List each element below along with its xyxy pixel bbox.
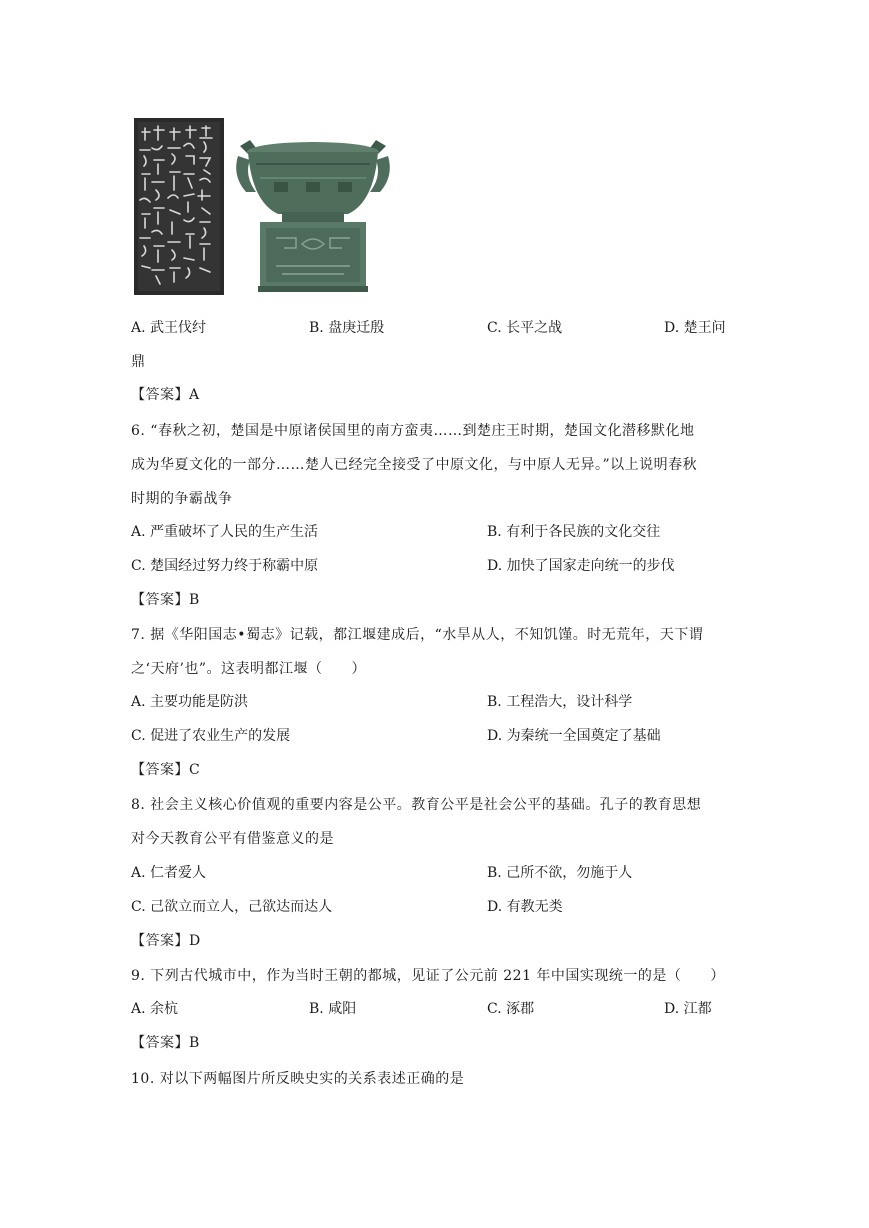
q7-option-a: A. 主要功能是防洪 — [131, 694, 249, 710]
q8-option-d: D. 有教无类 — [487, 899, 563, 915]
q5-option-b: B. 盘庚迁殷 — [309, 320, 385, 336]
q5-option-c: C. 长平之战 — [487, 320, 563, 336]
q9-option-c: C. 涿郡 — [487, 1001, 535, 1017]
q7-stem-line-1: 7. 据《华阳国志•蜀志》记载，都江堰建成后，“水旱从人，不知饥馑。时无荒年，天下谓 — [131, 627, 704, 643]
q6-option-a: A. 严重破坏了人民的生产生活 — [131, 524, 319, 540]
q5-answer: 【答案】A — [131, 387, 200, 403]
q6-option-c: C. 楚国经过努力终于称霸中原 — [131, 558, 319, 574]
q9-option-d: D. 江都 — [664, 1001, 712, 1017]
q6-stem-line-2: 成为华夏文化的一部分……楚人已经完全接受了中原文化，与中原人无异。”以上说明春秋 — [131, 457, 698, 473]
q9-answer: 【答案】B — [131, 1035, 200, 1051]
q8-stem-line-1: 8. 社会主义核心价值观的重要内容是公平。教育公平是社会公平的基础。孔子的教育思想 — [131, 797, 702, 813]
q8-option-a: A. 仁者爱人 — [131, 865, 207, 881]
q8-option-b: B. 己所不欲，勿施于人 — [487, 865, 633, 881]
q6-stem-line-3: 时期的争霸战争 — [131, 491, 233, 507]
question-figure — [134, 116, 396, 296]
q10-stem-line-1: 10. 对以下两幅图片所反映史实的关系表述正确的是 — [131, 1071, 465, 1087]
q7-stem-line-2: 之‘天府’也”。这表明都江堰（ ） — [131, 661, 367, 677]
q9-stem-line-1: 9. 下列古代城市中，作为当时王朝的都城，见证了公元前 221 年中国实现统一的是（ ） — [131, 968, 725, 984]
q9-option-b: B. 咸阳 — [309, 1001, 357, 1017]
q5-option-a: A. 武王伐纣 — [131, 320, 207, 336]
q5-option-d: D. 楚王问 — [664, 320, 726, 336]
q6-option-b: B. 有利于各民族的文化交往 — [487, 524, 661, 540]
inscription-rubbing-image — [134, 118, 224, 295]
q7-option-d: D. 为秦统一全国奠定了基础 — [487, 728, 661, 744]
q7-answer: 【答案】C — [131, 762, 201, 778]
q7-option-b: B. 工程浩大，设计科学 — [487, 694, 633, 710]
q6-answer: 【答案】B — [131, 592, 200, 608]
bronze-vessel-image — [230, 116, 396, 296]
q8-option-c: C. 己欲立而立人，己欲达而达人 — [131, 899, 333, 915]
q8-stem-line-2: 对今天教育公平有借鉴意义的是 — [131, 831, 334, 847]
q7-option-c: C. 促进了农业生产的发展 — [131, 728, 291, 744]
q8-answer: 【答案】D — [131, 933, 201, 949]
q9-option-a: A. 余杭 — [131, 1001, 179, 1017]
q5-option-d-wrap: 鼎 — [131, 354, 145, 370]
q6-option-d: D. 加快了国家走向统一的步伐 — [487, 558, 675, 574]
q6-stem-line-1: 6. “春秋之初，楚国是中原诸侯国里的南方蛮夷……到楚庄王时期，楚国文化潜移默化地 — [131, 423, 695, 439]
